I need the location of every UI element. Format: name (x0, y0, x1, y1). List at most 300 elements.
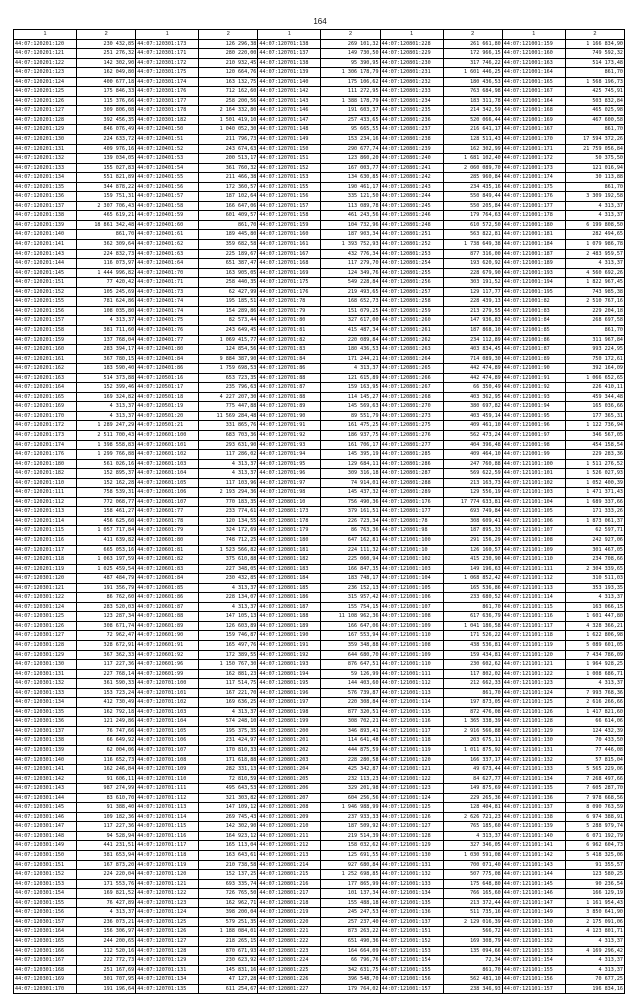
cadastral-value-cell: 362 309,64 (77, 240, 136, 250)
cadastral-value-cell: 1 041 186,58 (443, 621, 502, 631)
cadastral-value-cell: 177 365,31 (565, 411, 624, 421)
cadastral-number-cell: 44:07:121001:127 (380, 822, 443, 832)
cadastral-value-cell: 228 439,13 (443, 297, 502, 307)
cadastral-value-cell: 765 185,60 (443, 822, 502, 832)
cadastral-value-cell: 230 602,62 (443, 660, 502, 670)
cadastral-value-cell: 163 132,75 (199, 77, 258, 87)
table-row (14, 192, 625, 202)
cadastral-value-cell: 6 974 388,91 (565, 812, 624, 822)
cadastral-number-cell: 44:07:120301:153 (14, 879, 77, 889)
cadastral-value-cell: 126 160,57 (443, 545, 502, 555)
cadastral-number-cell: 44:07:121101:146 (502, 889, 565, 899)
cadastral-value-cell: 159 163,95 (321, 383, 380, 393)
cadastral-value-cell: 4 313,37 (199, 469, 258, 479)
cadastral-value-cell: 77 420,42 (77, 278, 136, 288)
cadastral-number-cell: 44:07:121101:105 (502, 507, 565, 517)
cadastral-value-cell: 4 313,37 (321, 364, 380, 374)
cadastral-value-cell: 114 145,27 (321, 392, 380, 402)
cadastral-number-cell: 44:07:120801:182 (258, 555, 321, 565)
cadastral-value-cell: 175 846,33 (77, 87, 136, 97)
cadastral-value-cell: 324 172,69 (199, 526, 258, 536)
cadastral-value-cell: 511 735,16 (443, 908, 502, 918)
cadastral-number-cell: 44:07:120301:182 (136, 115, 199, 125)
cadastral-number-cell: 44:07:120601:77 (136, 507, 199, 517)
cadastral-value-cell: 549 228,84 (321, 278, 380, 288)
cadastral-value-cell: 70 677,25 (565, 975, 624, 985)
cadastral-number-cell: 44:07:120701:90 (258, 411, 321, 421)
cadastral-value-cell: 171 618,88 (199, 755, 258, 765)
cadastral-number-cell: 44:07:120201:164 (14, 383, 77, 393)
cadastral-number-cell: 44:07:121001:96 (502, 421, 565, 431)
cadastral-value-cell: 162 049,80 (77, 68, 136, 78)
cadastral-value-cell: 1 122 736,94 (565, 421, 624, 431)
cadastral-number-cell: 44:07:120201:143 (14, 249, 77, 259)
cadastral-number-cell: 44:07:120701:118 (136, 851, 199, 861)
cadastral-value-cell: 166 847,35 (321, 564, 380, 574)
cadastral-number-cell: 44:07:120801:98 (380, 526, 443, 536)
cadastral-value-cell: 293 631,90 (199, 440, 258, 450)
cadastral-value-cell: 222 772,73 (77, 956, 136, 966)
cadastral-value-cell: 2 511 700,43 (77, 430, 136, 440)
cadastral-value-cell: 125 691,55 (321, 851, 380, 861)
column-header: 1 (136, 30, 199, 40)
cadastral-value-cell: 158 032,62 (321, 841, 380, 851)
cadastral-value-cell: 225 189,67 (199, 249, 258, 259)
cadastral-number-cell: 44:07:121001:169 (502, 115, 565, 125)
cadastral-value-cell: 775 447,88 (199, 402, 258, 412)
cadastral-number-cell: 44:07:121101:149 (502, 908, 565, 918)
cadastral-number-cell: 44:07:120701:89 (258, 402, 321, 412)
cadastral-value-cell: 11 108 962,36 (321, 612, 380, 622)
cadastral-value-cell: 507 775,08 (443, 870, 502, 880)
cadastral-number-cell: 44:07:120601:86 (136, 593, 199, 603)
cadastral-number-cell: 44:07:120801:246 (380, 211, 443, 221)
cadastral-number-cell: 44:07:120801:194 (258, 669, 321, 679)
cadastral-number-cell: 44:07:121001:157 (380, 984, 443, 994)
cadastral-number-cell: 44:07:121001:104 (380, 574, 443, 584)
cadastral-number-cell: 44:07:120801:253 (380, 249, 443, 259)
cadastral-value-cell: 124 432,39 (565, 726, 624, 736)
cadastral-number-cell: 44:07:120301:128 (14, 641, 77, 651)
cadastral-value-cell: 142 302,90 (77, 58, 136, 68)
cadastral-value-cell: 62 427,99 (199, 287, 258, 297)
table-row (14, 698, 625, 708)
cadastral-value-cell: 165 113,04 (199, 841, 258, 851)
cadastral-value-cell: 861,70 (443, 602, 502, 612)
cadastral-value-cell: 4 313,37 (565, 211, 624, 221)
cadastral-value-cell: 503 832,84 (565, 96, 624, 106)
cadastral-value-cell: 180 436,53 (321, 345, 380, 355)
cadastral-value-cell: 155 754,15 (321, 602, 380, 612)
cadastral-value-cell: 144 403,60 (321, 679, 380, 689)
cadastral-value-cell: 129 556,19 (443, 488, 502, 498)
cadastral-value-cell: 4 313,37 (199, 583, 258, 593)
cadastral-number-cell: 44:07:120701:120 (136, 870, 199, 880)
cadastral-number-cell: 44:07:120801:200 (258, 726, 321, 736)
cadastral-value-cell: 1 166 834,90 (565, 39, 624, 49)
cadastral-number-cell: 44:07:120701:151 (258, 154, 321, 164)
cadastral-value-cell: 180 436,53 (443, 77, 502, 87)
cadastral-number-cell: 44:07:121001:164 (502, 68, 565, 78)
cadastral-value-cell: 162 302,99 (443, 144, 502, 154)
cadastral-number-cell: 44:07:120301:167 (14, 956, 77, 966)
cadastral-number-cell: 44:07:120401:62 (136, 240, 199, 250)
cadastral-number-cell: 44:07:120201:144 (14, 259, 77, 269)
cadastral-value-cell: 177 865,99 (321, 879, 380, 889)
table-row (14, 364, 625, 374)
cadastral-number-cell: 44:07:120401:70 (136, 268, 199, 278)
cadastral-value-cell: 290 677,74 (321, 144, 380, 154)
cadastral-number-cell: 44:07:120701:143 (258, 96, 321, 106)
cadastral-value-cell: 1 008 686,71 (565, 669, 624, 679)
cadastral-number-cell: 44:07:120801:259 (380, 306, 443, 316)
table-row (14, 325, 625, 335)
table-row (14, 440, 625, 450)
table-row (14, 965, 625, 975)
cadastral-value-cell: 95 390,95 (321, 58, 380, 68)
cadastral-number-cell: 44:07:120201:123 (14, 68, 77, 78)
cadastral-number-cell: 44:07:121001:173 (502, 163, 565, 173)
cadastral-number-cell: 44:07:120801:273 (380, 411, 443, 421)
cadastral-number-cell: 44:07:120301:155 (14, 898, 77, 908)
cadastral-value-cell: 4 313,37 (77, 402, 136, 412)
cadastral-value-cell: 251 276,32 (77, 49, 136, 59)
cadastral-value-cell: 2 304 339,65 (565, 564, 624, 574)
cadastral-value-cell: 758 539,31 (77, 488, 136, 498)
cadastral-value-cell: 17 594 372,26 (565, 135, 624, 145)
cadastral-number-cell: 44:07:120701:158 (258, 211, 321, 221)
cadastral-value-cell: 861,70 (443, 965, 502, 975)
cadastral-value-cell: 151 079,25 (321, 306, 380, 316)
cadastral-value-cell: 415 230,90 (443, 555, 502, 565)
cadastral-number-cell: 44:07:121001:193 (502, 268, 565, 278)
cadastral-number-cell: 44:07:120801:257 (380, 287, 443, 297)
cadastral-number-cell: 44:07:120701:80 (258, 316, 321, 326)
cadastral-value-cell: 392 164,09 (565, 364, 624, 374)
cadastral-number-cell: 44:07:121101:139 (502, 822, 565, 832)
cadastral-value-cell: 226 410,11 (565, 383, 624, 393)
cadastral-number-cell: 44:07:120801:176 (380, 497, 443, 507)
cadastral-number-cell: 44:07:121101:110 (502, 555, 565, 565)
cadastral-number-cell: 44:07:120701:91 (258, 421, 321, 431)
cadastral-number-cell: 44:07:121101:100 (502, 459, 565, 469)
cadastral-value-cell: 187 868,10 (443, 325, 502, 335)
cadastral-number-cell: 44:07:120701:139 (258, 68, 321, 78)
cadastral-number-cell: 44:07:120801:201 (258, 736, 321, 746)
cadastral-number-cell: 44:07:120201:112 (14, 497, 77, 507)
cadastral-value-cell: 268 697,58 (565, 316, 624, 326)
cadastral-value-cell: 4 313,37 (443, 831, 502, 841)
cadastral-value-cell: 551 821,89 (77, 173, 136, 183)
cadastral-value-cell: 379 161,51 (321, 507, 380, 517)
cadastral-number-cell: 44:07:120201:130 (14, 135, 77, 145)
cadastral-value-cell: 308 671,74 (77, 621, 136, 631)
table-row (14, 450, 625, 460)
table-row (14, 679, 625, 689)
cadastral-value-cell: 665 053,16 (77, 545, 136, 555)
cadastral-number-cell: 44:07:120201:174 (14, 440, 77, 450)
cadastral-number-cell: 44:07:120201:160 (14, 345, 77, 355)
table-row (14, 545, 625, 555)
cadastral-number-cell: 44:07:121101:135 (502, 784, 565, 794)
cadastral-value-cell: 113 089,78 (321, 201, 380, 211)
cadastral-number-cell: 44:07:120401:53 (136, 154, 199, 164)
cadastral-number-cell: 44:07:121001:83 (502, 306, 565, 316)
cadastral-value-cell: 467 600,58 (565, 115, 624, 125)
cadastral-number-cell: 44:07:120801:222 (258, 936, 321, 946)
cadastral-number-cell: 44:07:120801:219 (258, 908, 321, 918)
cadastral-number-cell: 44:07:121001:84 (502, 316, 565, 326)
cadastral-value-cell: 49 673,44 (443, 765, 502, 775)
cadastral-value-cell: 927 680,84 (321, 860, 380, 870)
cadastral-number-cell: 44:07:120701:138 (258, 58, 321, 68)
table-row (14, 383, 625, 393)
cadastral-value-cell: 1 601 446,25 (443, 68, 502, 78)
cadastral-value-cell: 1 068 852,42 (443, 574, 502, 584)
cadastral-value-cell: 162 246,84 (77, 765, 136, 775)
cadastral-number-cell: 44:07:120201:159 (14, 335, 77, 345)
cadastral-number-cell: 44:07:120301:151 (14, 860, 77, 870)
cadastral-number-cell: 44:07:121001:115 (380, 707, 443, 717)
cadastral-number-cell: 44:07:120801:192 (258, 650, 321, 660)
cadastral-number-cell: 44:07:120201:157 (14, 316, 77, 326)
cadastral-number-cell: 44:07:121101:103 (502, 488, 565, 498)
cadastral-number-cell: 44:07:120701:131 (136, 965, 199, 975)
cadastral-number-cell: 44:07:121001:124 (380, 793, 443, 803)
column-header: 1 (502, 30, 565, 40)
cadastral-number-cell: 44:07:121001:87 (502, 345, 565, 355)
cadastral-number-cell: 44:07:120701:149 (258, 135, 321, 145)
cadastral-value-cell: 291 156,29 (443, 535, 502, 545)
cadastral-number-cell: 44:07:121101:119 (502, 641, 565, 651)
cadastral-value-cell: 987 274,99 (77, 784, 136, 794)
column-header: 2 (77, 30, 136, 40)
cadastral-number-cell: 44:07:120801:266 (380, 373, 443, 383)
cadastral-number-cell: 44:07:120601:78 (136, 516, 199, 526)
cadastral-value-cell: 400 677,18 (77, 77, 136, 87)
cadastral-number-cell: 44:07:121001:120 (380, 755, 443, 765)
cadastral-number-cell: 44:07:121101:117 (502, 621, 565, 631)
cadastral-value-cell: 756 490,36 (321, 497, 380, 507)
cadastral-value-cell: 172 360,57 (199, 182, 258, 192)
cadastral-value-cell: 229 204,18 (565, 306, 624, 316)
cadastral-value-cell: 226 723,34 (321, 516, 380, 526)
cadastral-number-cell: 44:07:121101:118 (502, 631, 565, 641)
cadastral-number-cell: 44:07:120801:248 (380, 220, 443, 230)
cadastral-number-cell: 44:07:120801:204 (258, 765, 321, 775)
cadastral-value-cell: 6 199 808,50 (565, 220, 624, 230)
cadastral-value-cell: 2 060 089,70 (443, 163, 502, 173)
table-row (14, 688, 625, 698)
cadastral-value-cell: 152 399,46 (77, 383, 136, 393)
cadastral-value-cell: 216 641,17 (443, 125, 502, 135)
table-row (14, 249, 625, 259)
table-row (14, 345, 625, 355)
cadastral-number-cell: 44:07:120701:155 (258, 182, 321, 192)
cadastral-value-cell: 153 723,24 (77, 688, 136, 698)
cadastral-number-cell: 44:07:120401:50 (136, 125, 199, 135)
cadastral-number-cell: 44:07:120301:177 (136, 96, 199, 106)
cadastral-value-cell: 170 810,33 (199, 746, 258, 756)
cadastral-number-cell: 44:07:120701:84 (258, 354, 321, 364)
cadastral-number-cell: 44:07:120601:89 (136, 621, 199, 631)
cadastral-number-cell: 44:07:121101:113 (502, 583, 565, 593)
cadastral-number-cell: 44:07:121001:132 (380, 870, 443, 880)
cadastral-number-cell: 44:07:121001:171 (502, 144, 565, 154)
cadastral-number-cell: 44:07:120801:242 (380, 173, 443, 183)
cadastral-value-cell: 1 388 178,79 (321, 96, 380, 106)
cadastral-value-cell: 1 252 698,85 (321, 870, 380, 880)
cadastral-value-cell: 444 875,59 (321, 746, 380, 756)
cadastral-value-cell: 169 324,82 (77, 392, 136, 402)
cadastral-value-cell: 331 865,76 (199, 421, 258, 431)
cadastral-value-cell: 396 548,70 (321, 975, 380, 985)
cadastral-number-cell: 44:07:121001:194 (502, 278, 565, 288)
cadastral-value-cell: 1 523 566,82 (199, 545, 258, 555)
cadastral-value-cell: 183 590,40 (77, 364, 136, 374)
table-row (14, 860, 625, 870)
cadastral-value-cell: 772 068,77 (77, 497, 136, 507)
cadastral-number-cell: 44:07:120301:121 (14, 583, 77, 593)
cadastral-value-cell: 861,70 (565, 125, 624, 135)
table-row (14, 621, 625, 631)
cadastral-number-cell: 44:07:120701:115 (136, 822, 199, 832)
cadastral-number-cell: 44:07:121101:155 (502, 965, 565, 975)
cadastral-value-cell: 327 617,00 (321, 316, 380, 326)
cadastral-value-cell: 117 227,36 (77, 822, 136, 832)
cadastral-number-cell: 44:07:121001:167 (502, 87, 565, 97)
cadastral-value-cell: 4 313,37 (565, 965, 624, 975)
cadastral-number-cell: 44:07:120201:170 (14, 411, 77, 421)
cadastral-number-cell: 44:07:120801:209 (258, 812, 321, 822)
cadastral-number-cell: 44:07:121001:189 (502, 259, 565, 269)
cadastral-number-cell: 44:07:120701:148 (258, 125, 321, 135)
cadastral-value-cell: 411 639,82 (77, 535, 136, 545)
cadastral-number-cell: 44:07:120801:240 (380, 154, 443, 164)
cadastral-number-cell: 44:07:121001:180 (502, 220, 565, 230)
cadastral-value-cell: 90 236,54 (565, 879, 624, 889)
cadastral-number-cell: 44:07:121001:156 (380, 975, 443, 985)
cadastral-value-cell: 3 309 192,58 (565, 192, 624, 202)
cadastral-value-cell: 227 768,14 (77, 669, 136, 679)
cadastral-number-cell: 44:07:121001:176 (502, 192, 565, 202)
cadastral-number-cell: 44:07:121001:82 (502, 297, 565, 307)
cadastral-number-cell: 44:07:120801:277 (380, 440, 443, 450)
cadastral-number-cell: 44:07:121101:104 (502, 497, 565, 507)
cadastral-value-cell: 1 040 052,30 (199, 125, 258, 135)
cadastral-value-cell: 187 509,92 (321, 822, 380, 832)
cadastral-value-cell: 156 306,97 (77, 927, 136, 937)
cadastral-value-cell: 129 684,11 (321, 459, 380, 469)
cadastral-number-cell: 44:07:120401:74 (136, 306, 199, 316)
cadastral-number-cell: 44:07:120601:87 (136, 602, 199, 612)
cadastral-value-cell: 282 331,13 (199, 765, 258, 775)
cadastral-value-cell: 359 682,58 (199, 240, 258, 250)
cadastral-value-cell: 6 071 192,79 (565, 831, 624, 841)
cadastral-number-cell: 44:07:120401:51 (136, 135, 199, 145)
cadastral-value-cell: 163 066,15 (565, 602, 624, 612)
cadastral-value-cell: 212 662,33 (443, 679, 502, 689)
cadastral-number-cell: 44:07:120201:111 (14, 488, 77, 498)
cadastral-number-cell: 44:07:120301:133 (14, 688, 77, 698)
cadastral-number-cell: 44:07:121001:155 (380, 965, 443, 975)
cadastral-number-cell: 44:07:120801:10 (258, 497, 321, 507)
cadastral-value-cell: 514 173,48 (565, 58, 624, 68)
cadastral-number-cell: 44:07:120201:127 (14, 106, 77, 116)
cadastral-number-cell: 44:07:121001:163 (502, 58, 565, 68)
cadastral-number-cell: 44:07:120801:173 (258, 507, 321, 517)
cadastral-value-cell: 311 967,84 (565, 335, 624, 345)
cadastral-value-cell: 1 964 928,25 (565, 660, 624, 670)
cadastral-value-cell: 77 446,08 (565, 746, 624, 756)
cadastral-value-cell: 1 063 197,59 (77, 555, 136, 565)
cadastral-value-cell: 1 011 875,92 (443, 746, 502, 756)
cadastral-number-cell: 44:07:120701:112 (136, 793, 199, 803)
cadastral-number-cell: 44:07:120201:128 (14, 115, 77, 125)
cadastral-number-cell: 44:07:120601:82 (136, 555, 199, 565)
cadastral-number-cell: 44:07:120801:210 (258, 822, 321, 832)
cadastral-number-cell: 44:07:120801:199 (258, 717, 321, 727)
cadastral-value-cell: 1 568 196,73 (565, 77, 624, 87)
cadastral-value-table (13, 29, 625, 994)
table-row (14, 469, 625, 479)
cadastral-number-cell: 44:07:120201:131 (14, 144, 77, 154)
table-row (14, 707, 625, 717)
cadastral-number-cell: 44:07:121101:156 (502, 975, 565, 985)
cadastral-number-cell: 44:07:120301:170 (14, 984, 77, 994)
cadastral-number-cell: 44:07:120701:157 (258, 201, 321, 211)
cadastral-value-cell: 1 873 061,37 (565, 516, 624, 526)
cadastral-number-cell: 44:07:121101:152 (502, 936, 565, 946)
cadastral-number-cell: 44:07:120801:214 (258, 860, 321, 870)
cadastral-value-cell: 1 738 649,38 (443, 240, 502, 250)
cadastral-number-cell: 44:07:120801:226 (258, 975, 321, 985)
cadastral-number-cell: 44:07:121001:95 (502, 411, 565, 421)
cadastral-number-cell: 44:07:120601:102 (136, 450, 199, 460)
table-row (14, 946, 625, 956)
cadastral-number-cell: 44:07:121001:102 (380, 555, 443, 565)
table-row (14, 68, 625, 78)
cadastral-value-cell: 117 227,36 (77, 660, 136, 670)
cadastral-value-cell: 236 152,13 (321, 583, 380, 593)
cadastral-value-cell: 5 288 979,74 (565, 822, 624, 832)
cadastral-value-cell: 162 792,18 (77, 707, 136, 717)
cadastral-value-cell: 495 643,53 (199, 784, 258, 794)
cadastral-value-cell: 4 313,37 (565, 679, 624, 689)
table-row (14, 173, 625, 183)
cadastral-number-cell: 44:07:121101:153 (502, 946, 565, 956)
cadastral-number-cell: 44:07:121101:136 (502, 793, 565, 803)
cadastral-number-cell: 44:07:120301:142 (14, 774, 77, 784)
cadastral-number-cell: 44:07:120701:126 (136, 927, 199, 937)
cadastral-number-cell: 44:07:120801:276 (380, 430, 443, 440)
cadastral-number-cell: 44:07:120801:180 (258, 535, 321, 545)
cadastral-value-cell: 579 251,35 (199, 917, 258, 927)
cadastral-number-cell: 44:07:120601:96 (136, 660, 199, 670)
cadastral-value-cell: 165 036,66 (565, 402, 624, 412)
cadastral-value-cell: 653 723,35 (199, 373, 258, 383)
cadastral-number-cell: 44:07:120601:105 (136, 478, 199, 488)
cadastral-value-cell: 247 760,88 (443, 459, 502, 469)
table-row (14, 669, 625, 679)
cadastral-number-cell: 44:07:120201:139 (14, 220, 77, 230)
cadastral-number-cell: 44:07:121001:167 (502, 125, 565, 135)
cadastral-number-cell: 44:07:121001:85 (502, 325, 565, 335)
cadastral-value-cell: 124 349,76 (321, 268, 380, 278)
cadastral-value-cell: 196 834,16 (565, 984, 624, 994)
cadastral-number-cell: 44:07:120801:213 (258, 851, 321, 861)
cadastral-value-cell: 189 445,80 (199, 230, 258, 240)
